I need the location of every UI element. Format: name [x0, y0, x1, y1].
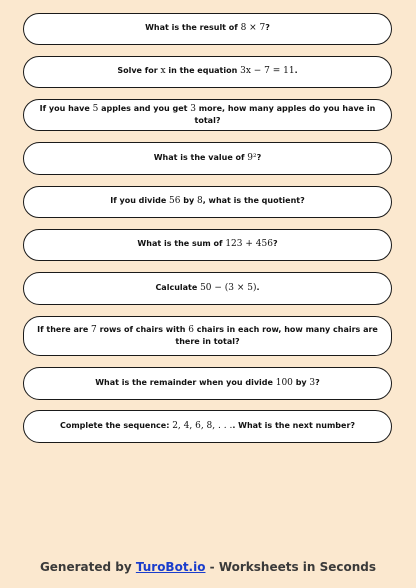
question-text: more, how many apples do you have in total?	[194, 103, 376, 125]
question-text: chairs in each row, how many chairs are there in total?	[175, 324, 378, 346]
math-expression: x	[160, 66, 166, 77]
question-text: Calculate	[155, 282, 201, 292]
question-text: in the equation	[165, 66, 241, 76]
question-text: ?	[272, 239, 278, 249]
footer-suffix: - Worksheets in Seconds	[205, 560, 377, 574]
question-box-8	[23, 316, 392, 356]
question-text: ?	[265, 23, 270, 33]
question-box-6	[23, 229, 392, 261]
math-expression: 5	[92, 103, 99, 114]
question-text: If you divide	[110, 196, 170, 206]
footer-prefix: Generated by	[39, 560, 136, 574]
math-expression: 2, 4, 6, 8, . . .	[172, 420, 233, 431]
math-expression: 7	[91, 324, 97, 335]
question-box-2	[23, 56, 392, 88]
question-text: Solve for	[117, 66, 161, 76]
question-box-3	[23, 99, 392, 131]
question-box-9	[23, 367, 392, 400]
question-box-10	[23, 410, 392, 443]
question-text: .	[256, 282, 260, 292]
question-box-4	[23, 142, 392, 175]
math-expression: 56	[169, 196, 181, 207]
question-text: by	[292, 377, 310, 387]
question-text: . What is the next number?	[232, 420, 356, 430]
question-text: What is the value of	[153, 152, 248, 162]
math-expression: 50 − (3 × 5)	[200, 282, 257, 293]
question-text: , what is the quotient?	[202, 196, 305, 206]
question-text: If you have	[39, 103, 93, 113]
math-expression: 8 × 7	[240, 23, 266, 34]
question-box-1	[23, 13, 392, 45]
question-text: Complete the sequence:	[59, 420, 173, 430]
question-text: by	[180, 196, 197, 206]
question-text: .	[294, 66, 298, 76]
math-expression: 123 + 456	[225, 239, 273, 250]
question-text: rows of chairs with	[96, 324, 189, 334]
math-expression: 3x − 7 = 11	[240, 66, 295, 77]
question-box-7	[23, 272, 392, 305]
question-text: If there are	[37, 324, 92, 334]
question-text: ?	[315, 377, 320, 387]
question-box-5	[23, 186, 392, 218]
footer	[0, 560, 416, 574]
question-text: apples and you get	[98, 103, 191, 113]
question-text: What is the sum of	[137, 239, 226, 249]
question-text: What is the remainder when you divide	[95, 377, 276, 387]
math-expression: 6	[188, 324, 194, 335]
math-expression: 3	[309, 377, 316, 388]
question-text: ?	[256, 152, 262, 162]
math-expression: 100	[275, 377, 293, 388]
math-expression: 9²	[247, 152, 257, 163]
question-text: What is the result of	[145, 23, 241, 33]
turobot-link[interactable]: TuroBot.io	[135, 560, 206, 574]
math-expression: 8	[197, 196, 203, 207]
math-expression: 3	[190, 103, 196, 114]
